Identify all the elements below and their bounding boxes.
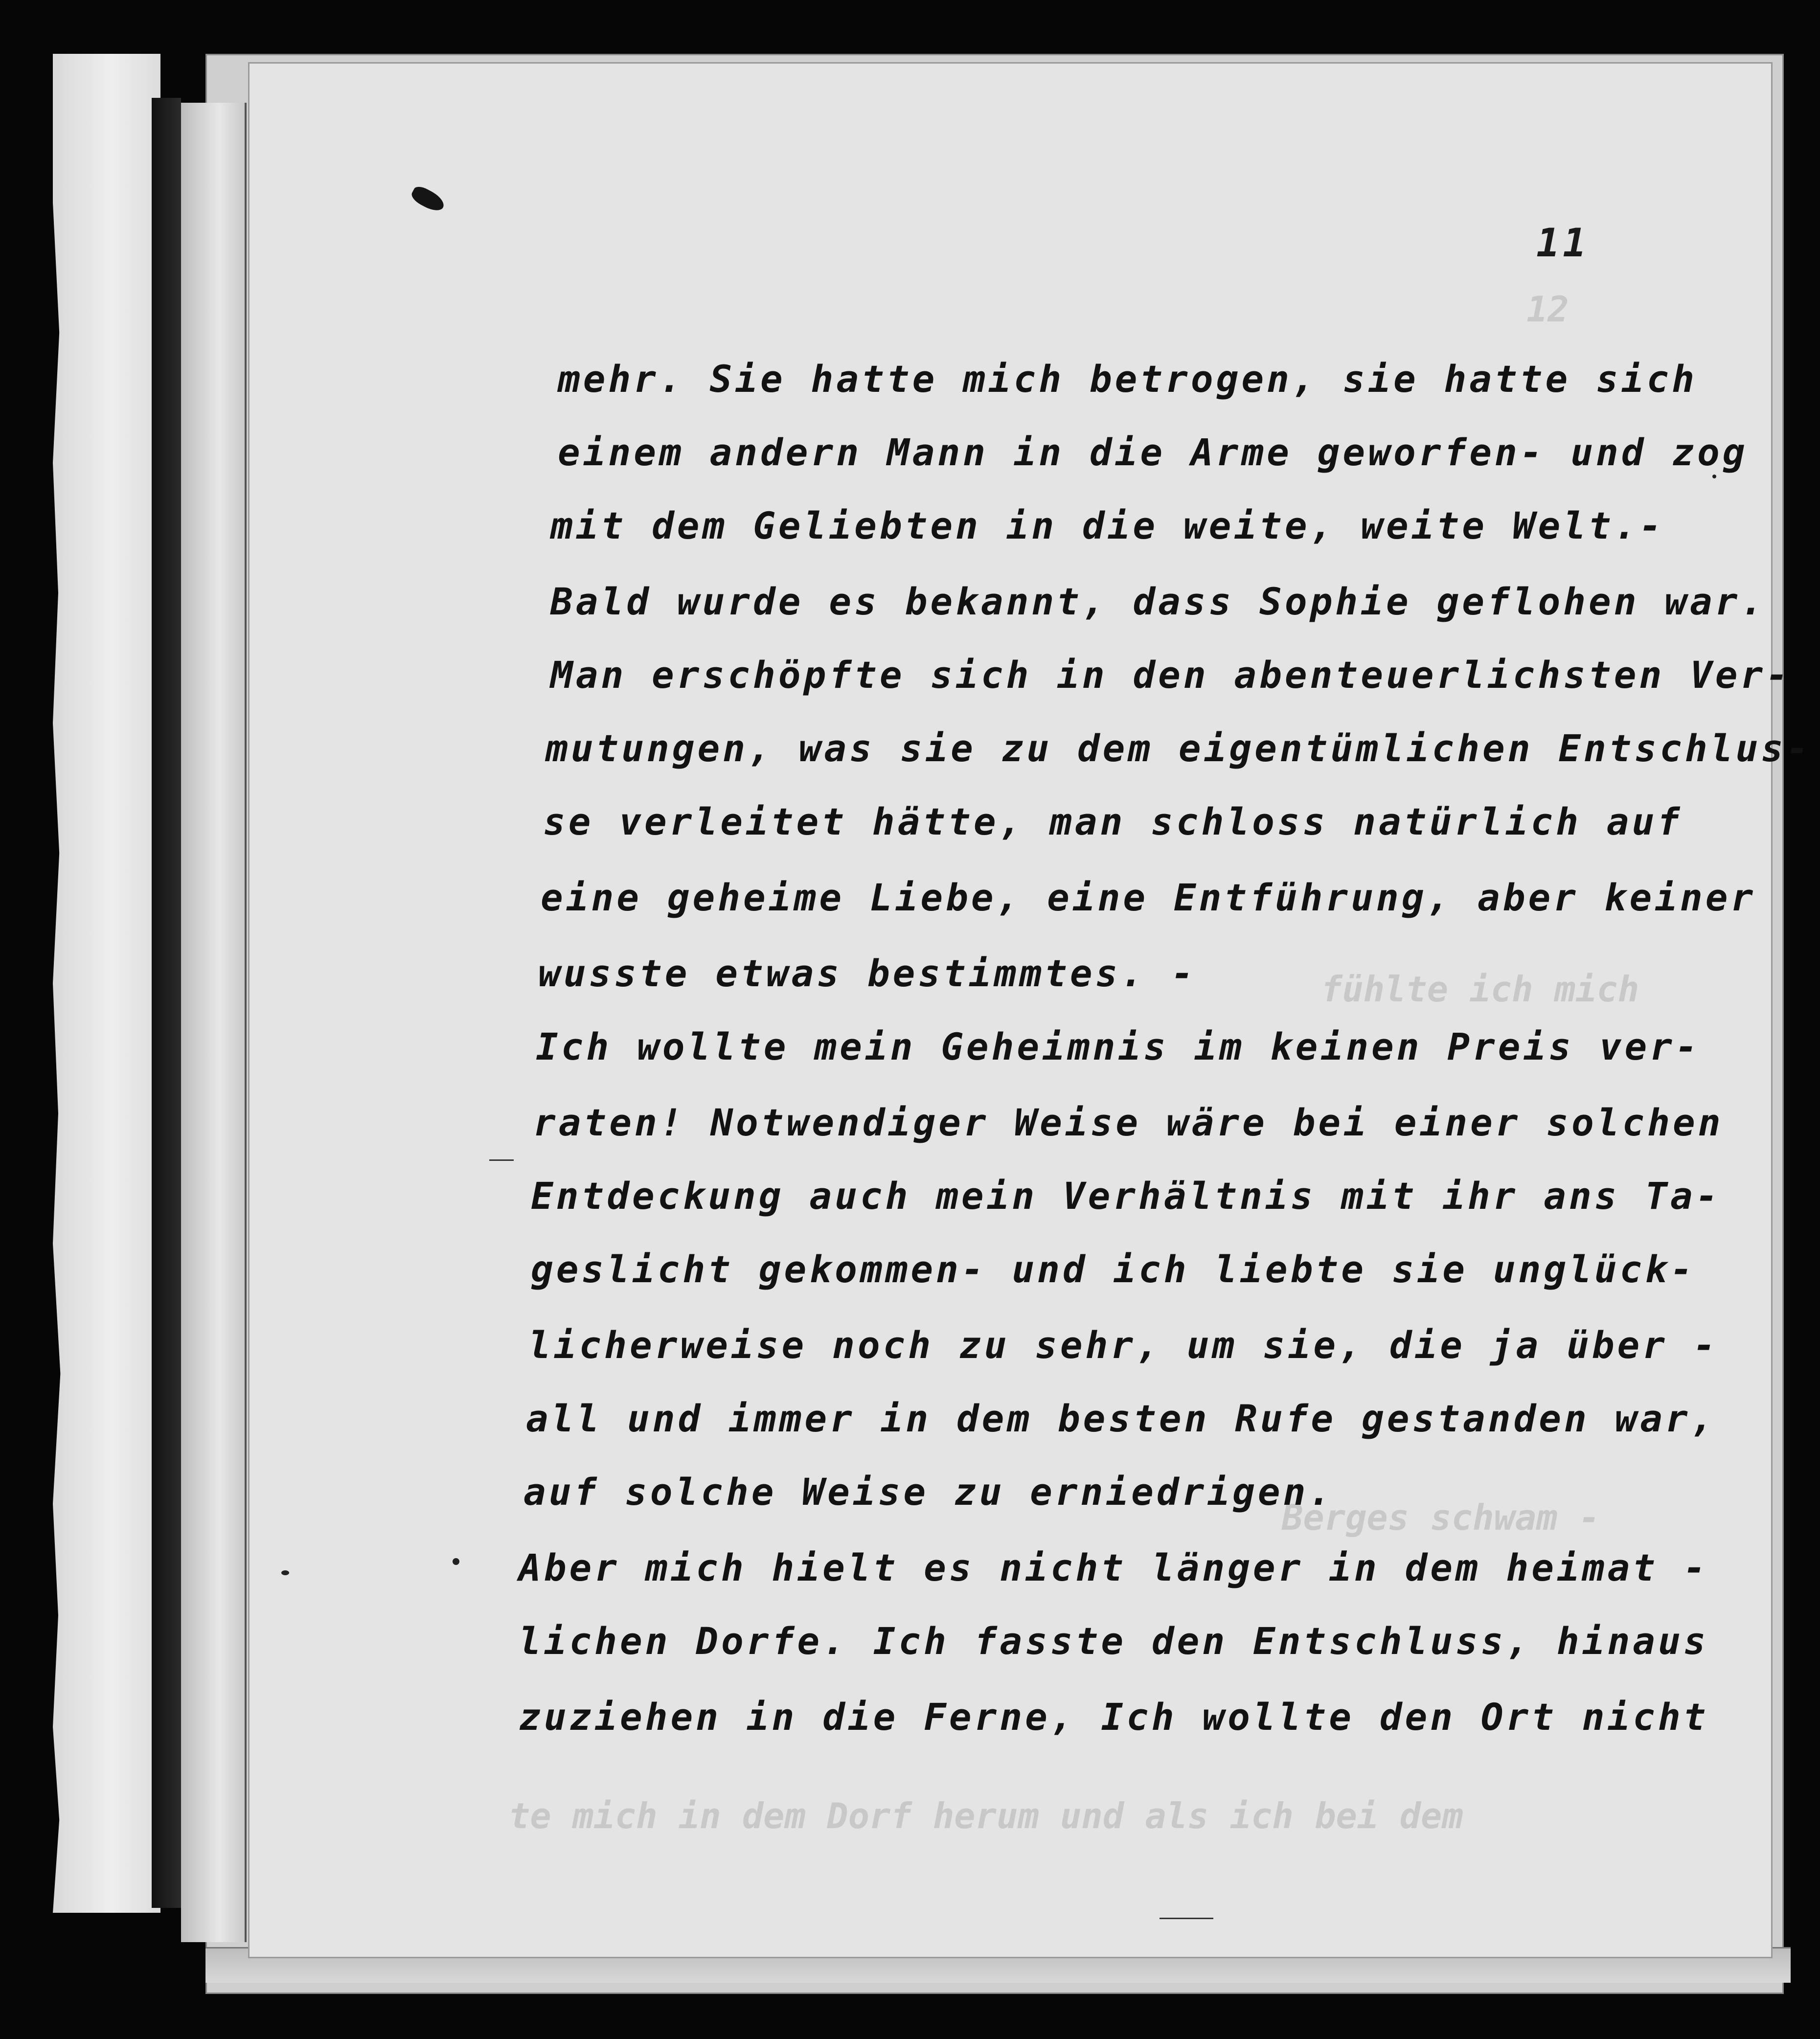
torn-paper-strip — [53, 54, 160, 1913]
underlying-page-edge — [181, 103, 247, 1942]
text-line: eine geheime Liebe, eine Entführung, aber keiner — [541, 876, 1756, 919]
text-line: mit dem Geliebten in die weite, weite Welt.- — [550, 504, 1665, 547]
text-line: auf solche Weise zu erniedrigen. — [523, 1470, 1334, 1514]
text-line: raten! Notwendiger Weise wäre bei einer solchen — [533, 1101, 1724, 1144]
pencil-mark — [489, 1159, 514, 1161]
text-line: Aber mich hielt es nicht länger in dem heimat - — [519, 1546, 1709, 1589]
text-line: Entdeckung auch mein Verhältnis mit ihr ans Ta- — [531, 1174, 1721, 1218]
ink-speck — [281, 1570, 289, 1575]
text-line: lichen Dorfe. Ich fasste den Entschluss, hinaus — [519, 1619, 1709, 1663]
ghost-text-line: Berges schwam - — [1282, 1497, 1600, 1538]
text-line: Bald wurde es bekannt, dass Sophie geflohen war. — [550, 580, 1766, 623]
pencil-mark — [1160, 1918, 1213, 1919]
text-line: all und immer in dem besten Rufe gestanden war, — [526, 1397, 1716, 1440]
text-line: mehr. Sie hatte mich betrogen, sie hatte sich — [558, 357, 1698, 401]
text-line: wusste etwas bestimmtes. - — [538, 952, 1197, 995]
ghost-page-number: 12 — [1526, 289, 1569, 330]
page-number: 11 — [1536, 220, 1590, 266]
text-line: einem andern Mann in die Arme geworfen- und zog — [558, 430, 1748, 474]
ghost-text-line: te mich in dem Dorf herum und als ich bei dem — [509, 1795, 1463, 1836]
typed-page — [250, 64, 1771, 1957]
ink-speck — [1712, 475, 1716, 478]
text-line: geslicht gekommen- und ich liebte sie unglück- — [531, 1247, 1696, 1291]
text-line: Man erschöpfte sich in den abenteuerlichsten Ver- — [550, 653, 1792, 697]
ghost-text-line: fühlte ich mich — [1321, 969, 1639, 1010]
page-shadow — [152, 98, 181, 1908]
text-line: licherweise noch zu sehr, um sie, die ja über - — [528, 1323, 1719, 1367]
text-line: Ich wollte mein Geheimnis im keinen Preis ver- — [536, 1025, 1701, 1068]
ink-speck — [453, 1558, 459, 1565]
text-line: mutungen, was sie zu dem eigentümlichen Entschlus- — [546, 726, 1812, 770]
text-line: se verleitet hätte, man schloss natürlich auf — [543, 800, 1683, 843]
text-line: zuziehen in die Ferne, Ich wollte den Ort nicht — [519, 1695, 1709, 1739]
